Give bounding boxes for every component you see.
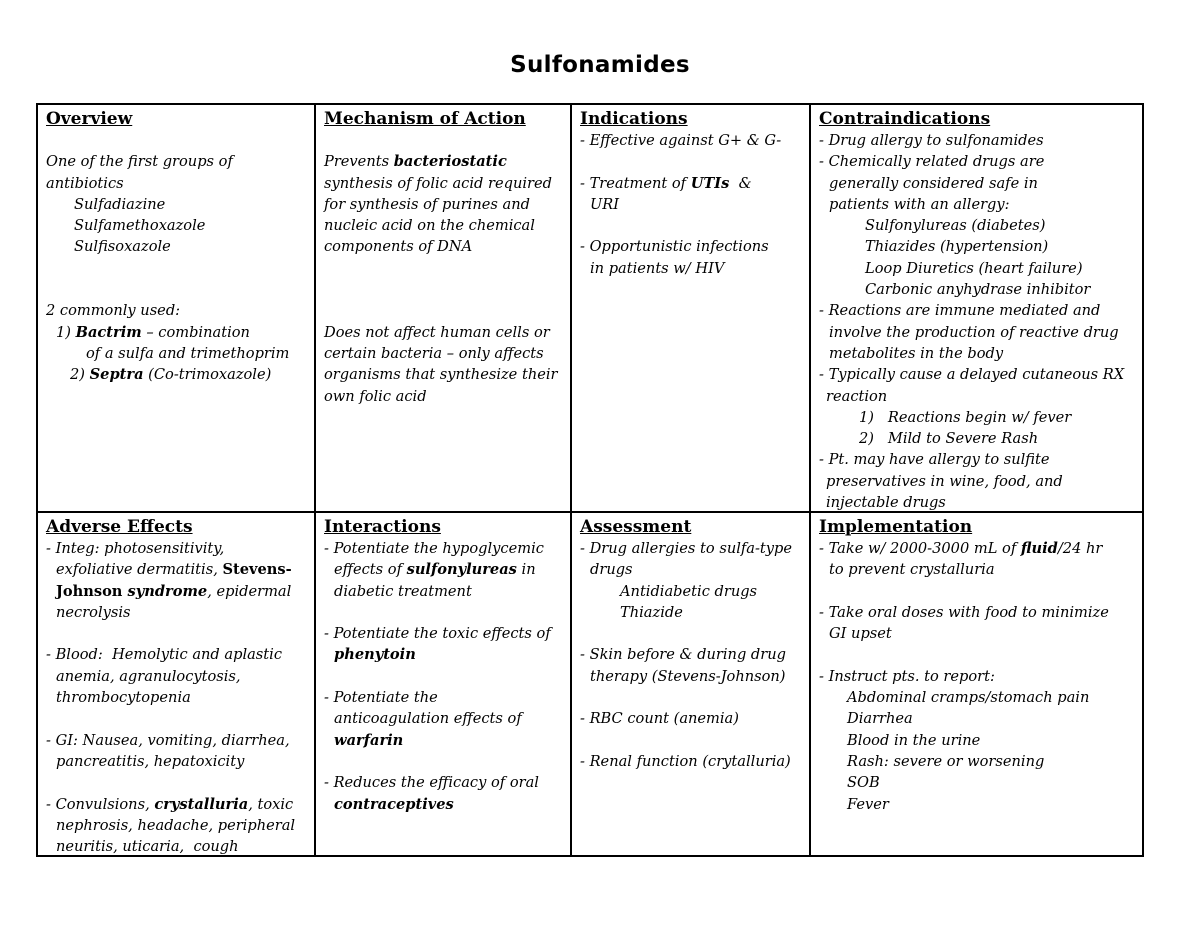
overview-cell — [38, 105, 316, 513]
drug-item: Sulfadiazine — [74, 195, 166, 213]
adverse-cont: neuritis, uticaria, cough — [56, 838, 239, 855]
adverse-cont: necrolysis — [56, 603, 131, 621]
assessment-item: - Skin before & during drug — [580, 646, 786, 664]
adverse-item: - Convulsions, crystalluria, toxic — [46, 795, 294, 813]
sulfonamides-table — [36, 103, 1144, 857]
mechanism-line: for synthesis of purines and — [324, 195, 530, 213]
related-drug: Carbonic anyhydrase inhibitor — [865, 281, 1091, 299]
interaction-item: - Potentiate the hypoglycemic — [324, 540, 544, 557]
common-drug-2: 2) Septra (Co-trimoxazole) — [70, 366, 272, 384]
contraindication-item: - Typically cause a delayed cutaneous RX — [819, 366, 1125, 384]
contraindications-heading: Contraindications — [819, 109, 991, 129]
mechanism-line: components of DNA — [324, 238, 473, 256]
overview-line: antibiotics — [46, 174, 124, 192]
interaction-cont: contraceptives — [334, 795, 454, 813]
common-drug-1-detail: of a sulfa and trimethoprim — [86, 344, 290, 362]
contraindication-cont: metabolites in the body — [829, 344, 1004, 362]
mechanism-line: Does not affect human cells or — [324, 323, 550, 341]
adverse-cont: thrombocytopenia — [56, 689, 191, 707]
assessment-cont: drugs — [590, 561, 633, 579]
implementation-heading: Implementation — [819, 517, 973, 537]
assessment-item: - RBC count (anemia) — [580, 710, 739, 728]
interaction-item: - Potentiate the toxic effects of — [324, 625, 551, 643]
interaction-cont: effects of sulfonylureas in — [334, 561, 536, 579]
interaction-cont: warfarin — [334, 731, 404, 749]
indication-item: - Opportunistic infections — [580, 238, 769, 256]
reaction-step: 1) Reactions begin w/ fever — [859, 408, 1072, 426]
contraindication-item: - Pt. may have allergy to sulfite — [819, 451, 1050, 469]
contraindication-cont: patients with an allergy: — [829, 195, 1010, 213]
implementation-cell — [811, 513, 1142, 855]
implementation-item: - Take w/ 2000-3000 mL of fluid/24 hr — [819, 540, 1103, 557]
assessment-item: - Renal function (crytalluria) — [580, 752, 791, 770]
adverse-item: - Integ: photosensitivity, — [46, 540, 225, 557]
assessment-cell — [572, 513, 811, 855]
report-symptom: Diarrhea — [847, 710, 913, 728]
common-drug-1: 1) Bactrim – combination — [56, 323, 250, 341]
interaction-cont: diabetic treatment — [334, 582, 472, 600]
assessment-item: - Drug allergies to sulfa-type — [580, 540, 793, 557]
adverse-effects-heading: Adverse Effects — [46, 517, 193, 537]
indication-item: - Effective against G+ & G- — [580, 132, 782, 149]
report-symptom: Blood in the urine — [847, 731, 981, 749]
adverse-cont: exfoliative dermatitis, Stevens- — [56, 561, 292, 579]
assessment-heading: Assessment — [580, 517, 692, 537]
mechanism-line: nucleic acid on the chemical — [324, 217, 535, 235]
contraindication-item: - Reactions are immune mediated and — [819, 302, 1101, 320]
related-drug: Loop Diuretics (heart failure) — [865, 259, 1083, 277]
overview-line: One of the first groups of — [46, 153, 233, 171]
contraindication-cont: preservatives in wine, food, and — [826, 472, 1063, 490]
interactions-heading: Interactions — [324, 517, 441, 537]
overview-heading: Overview — [46, 109, 133, 129]
mechanism-line: synthesis of folic acid required — [324, 174, 552, 192]
implementation-cont: to prevent crystalluria — [829, 561, 995, 579]
adverse-cont: pancreatitis, hepatoxicity — [56, 752, 245, 770]
contraindication-cont: generally considered safe in — [829, 174, 1038, 192]
page-title: Sulfonamides — [510, 52, 690, 78]
indication-item-cont: URI — [590, 195, 620, 213]
contraindication-item: - Drug allergy to sulfonamides — [819, 132, 1044, 149]
report-symptom: Rash: severe or worsening — [847, 752, 1045, 770]
interaction-cont: phenytoin — [334, 646, 416, 664]
assessment-drug: Thiazide — [620, 603, 683, 621]
implementation-item: - Take oral doses with food to minimize — [819, 603, 1109, 621]
report-symptom: Abdominal cramps/stomach pain — [847, 689, 1090, 707]
interaction-cont: anticoagulation effects of — [334, 710, 522, 728]
mechanism-line: own folic acid — [324, 387, 427, 405]
implementation-item: - Instruct pts. to report: — [819, 667, 995, 685]
adverse-item: - GI: Nausea, vomiting, diarrhea, — [46, 731, 290, 749]
assessment-drug: Antidiabetic drugs — [620, 582, 758, 600]
interaction-item: - Potentiate the — [324, 689, 438, 707]
common-drugs-label: 2 commonly used: — [46, 302, 181, 320]
mechanism-heading: Mechanism of Action — [324, 109, 526, 129]
contraindication-cont: involve the production of reactive drug — [829, 323, 1119, 341]
reaction-step: 2) Mild to Severe Rash — [859, 430, 1039, 448]
adverse-cont: Johnson syndrome, epidermal — [56, 582, 292, 600]
related-drug: Sulfonylureas (diabetes) — [865, 217, 1046, 235]
contraindication-cont: injectable drugs — [826, 494, 946, 512]
adverse-cont: nephrosis, headache, peripheral — [56, 816, 296, 834]
indications-cell — [572, 105, 811, 513]
interaction-item: - Reduces the efficacy of oral — [324, 774, 539, 792]
mechanism-cell — [316, 105, 572, 513]
contraindications-cell — [811, 105, 1142, 513]
adverse-item: - Blood: Hemolytic and aplastic — [46, 646, 283, 664]
assessment-cont: therapy (Stevens-Johnson) — [590, 667, 786, 685]
indication-item-cont: in patients w/ HIV — [590, 259, 725, 277]
indication-item: - Treatment of UTIs & — [580, 174, 752, 192]
adverse-cont: anemia, agranulocytosis, — [56, 667, 241, 685]
adverse-effects-cell — [38, 513, 316, 855]
mechanism-line: certain bacteria – only affects — [324, 344, 544, 362]
implementation-cont: GI upset — [829, 625, 892, 643]
related-drug: Thiazides (hypertension) — [865, 238, 1049, 256]
contraindication-cont: reaction — [826, 387, 888, 405]
report-symptom: SOB — [847, 774, 880, 792]
contraindication-item: - Chemically related drugs are — [819, 153, 1045, 171]
interactions-cell — [316, 513, 572, 855]
drug-item: Sulfisoxazole — [74, 238, 171, 256]
mechanism-line: organisms that synthesize their — [324, 366, 558, 384]
report-symptom: Fever — [847, 795, 889, 813]
drug-item: Sulfamethoxazole — [74, 217, 206, 235]
mechanism-line: Prevents bacteriostatic — [324, 153, 507, 171]
indications-heading: Indications — [580, 109, 688, 129]
